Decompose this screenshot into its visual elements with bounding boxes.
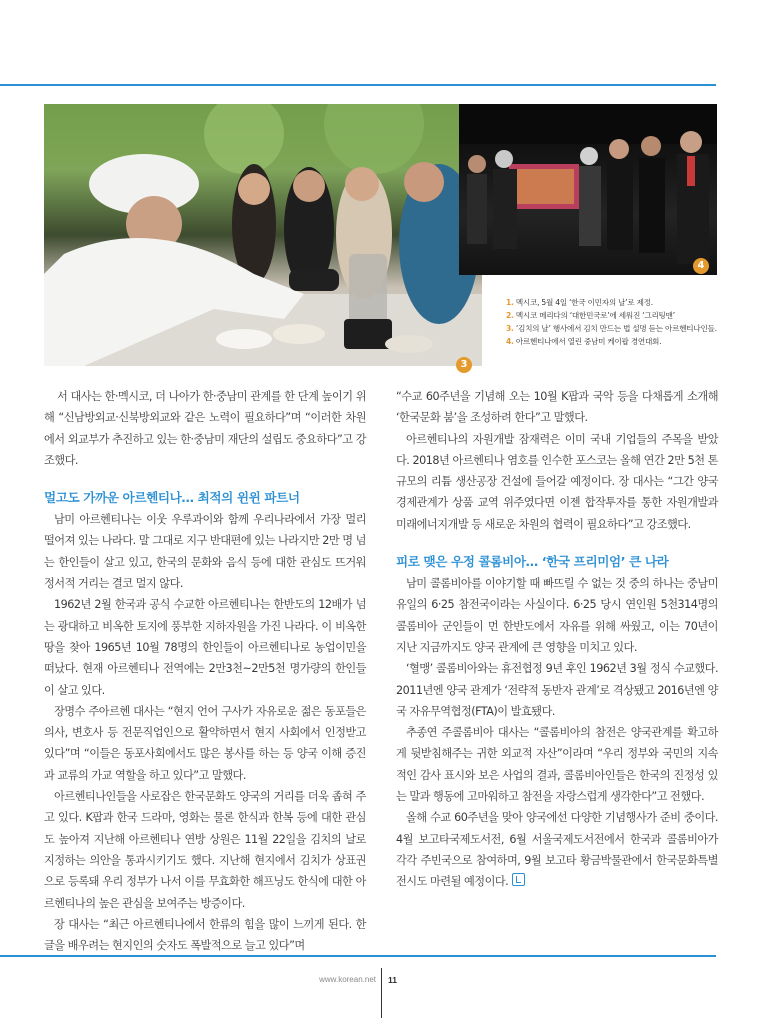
right-column	[396, 386, 718, 893]
photo-number-badge: 4	[693, 258, 709, 274]
caption-item: 2. 멕시코 메리다의 ‘대한민국로’에 세워진 ‘그리팅맨’	[506, 311, 675, 320]
body-paragraph: “수교 60주년을 기념해 오는 10월 K팝과 국악 등을 다채롭게 소개해 ‘한국문화 붐’을 조성하려 한다”고 말했다.	[396, 390, 718, 425]
article-end-icon	[512, 873, 525, 886]
photo-kpop-contest	[459, 104, 717, 275]
caption-item: 1. 멕시코, 5월 4일 ‘한국 이민자의 날’로 제정.	[506, 298, 653, 307]
footer-url: www.korean.net	[319, 975, 376, 984]
top-rule	[0, 84, 716, 86]
body-paragraph: 추종연 주콜롬비아 대사는 “콜롬비아의 참전은 양국관계를 확고하게 뒷받침해주는 귀한 외교적 자산”이라며 “우리 정부와 국민의 지속적인 감사 표시와 보은 사업의 결과, 콜롬비아인들은 한국의 진정성 있는 말과 행동에 고마워하고 참전을 자랑스럽게 생각한다”고 전했다.	[396, 726, 718, 804]
caption-item: 4. 아르헨티나에서 열린 중남미 케이팝 경연대회.	[506, 337, 662, 346]
body-paragraph: 올해 수교 60주년을 맞아 양국에선 다양한 기념행사가 준비 중이다. 4월 보고타국제도서전, 6월 서울국제도서전에서 한국과 콜롬비아가 각각 주빈국으로 참여하며, 9월 보고타 황금박물관에서 한국문화특별전시도 마련될 예정이다.	[396, 811, 718, 889]
bottom-rule	[0, 955, 716, 957]
body-paragraph: ‘혈맹’ 콜롬비아와는 휴전협정 9년 후인 1962년 3월 정식 수교했다. 2011년엔 양국 관계가 ‘전략적 동반자 관계’로 격상됐고 2016년엔 양국 자유무역협정(FTA)이 발효됐다.	[396, 662, 718, 718]
photo-captions	[506, 297, 718, 349]
body-paragraph: 아르헨티나의 자원개발 잠재력은 이미 국내 기업들의 주목을 받았다. 2018년 아르헨티나 염호를 인수한 포스코는 올해 연간 2만 5천 톤 규모의 리튬 생산공장 건설에 들어갈 예정이다. 장 대사는 “그간 양국 경제관계가 상품 교역 위주였다면 이젠 합작투자를 통한 자원개발과 미래에너지개발 등 새로운 차원의 협력이 필요하다”고 강조했다.	[396, 432, 718, 531]
caption-item: 3. ‘김치의 날’ 행사에서 김치 만드는 법 설명 듣는 아르헨티나인들.	[506, 324, 717, 333]
page-number: 11	[388, 975, 397, 985]
body-paragraph: 1962년 2월 한국과 공식 수교한 아르헨티나는 한반도의 12배가 넘는 광대하고 비옥한 토지에 풍부한 지하자원을 가진 나라다. 이 비옥한 땅을 찾아 1965년 10월 78명의 한인들이 아르헨티나로 농업이민을 떠났다. 현재 아르헨티나 전역에는 2만3천~2만5천 명가량의 한인들이 살고 있다.	[44, 598, 366, 697]
body-paragraph: 장 대사는 “최근 아르헨티나에서 한류의 힘을 많이 느끼게 된다. 한글을 배우려는 현지인의 숫자도 폭발적으로 늘고 있다”며	[44, 917, 366, 953]
body-paragraph: 남미 콜롬비아를 이야기할 때 빠뜨릴 수 없는 것 중의 하나는 중남미 유일의 6·25 참전국이라는 사실이다. 6·25 당시 연인원 5천314명의 콜롬비아 군인들이 먼 한반도에서 자유를 위해 싸웠고, 이는 70년이 지난 지금까지도 양국 관계에 큰 영향을 미치고 있다.	[396, 577, 718, 654]
photo-kimchi-day	[44, 104, 482, 366]
body-paragraph: 남미 아르헨티나는 이웃 우루과이와 함께 우리나라에서 가장 멀리 떨어져 있는 나라다. 말 그대로 지구 반대편에 있는 나라지만 2만 명 넘는 한인들이 살고 있고, 한국의 문화와 음식 등에 대한 관심도 뜨거워 정서적 거리는 결코 멀지 않다.	[44, 513, 366, 591]
intro-paragraph: 서 대사는 한·멕시코, 더 나아가 한·중남미 관계를 한 단계 높이기 위해 “신남방외교·신북방외교와 같은 노력이 필요하다”며 “이러한 차원에서 외교부가 추진하고 있는 한·중남미 재단의 설립도 중요하다”고 강조했다.	[44, 390, 366, 467]
section-heading-colombia: 피로 맺은 우정 콜롬비아… ‘한국 프리미엄’ 큰 나라	[396, 554, 669, 570]
body-paragraph: 장명수 주아르헨 대사는 “현지 언어 구사가 자유로운 젊은 동포들은 의사, 변호사 등 전문직업인으로 활약하면서 현지 사회에서 인정받고 있다”며 “이들은 동포사회에서도 많은 봉사를 하는 등 양국 이해 증진과 교류의 가교 역할을 하고 있다”고 말했다.	[44, 704, 366, 782]
section-heading-argentina: 멀고도 가까운 아르헨티나… 최적의 윈윈 파트너	[44, 490, 300, 506]
left-column	[44, 386, 366, 956]
footer-divider	[381, 968, 382, 1018]
photo-number-badge: 3	[456, 357, 472, 373]
body-paragraph: 아르헨티나인들을 사로잡은 한국문화도 양국의 거리를 더욱 좁혀 주고 있다. K팝과 한국 드라마, 영화는 물론 한식과 한복 등에 대한 관심도 높아져 지난해 아르헨티나 연방 상원은 11월 22일을 김치의 날로 지정하는 의안을 통과시키기도 했다. 지난해 현지에서 김치가 상표권으로 등록돼 우리 정부가 나서 이를 무효화한 해프닝도 한식에 대한 아르헨티나의 높은 관심을 보여주는 방증이다.	[44, 790, 366, 910]
